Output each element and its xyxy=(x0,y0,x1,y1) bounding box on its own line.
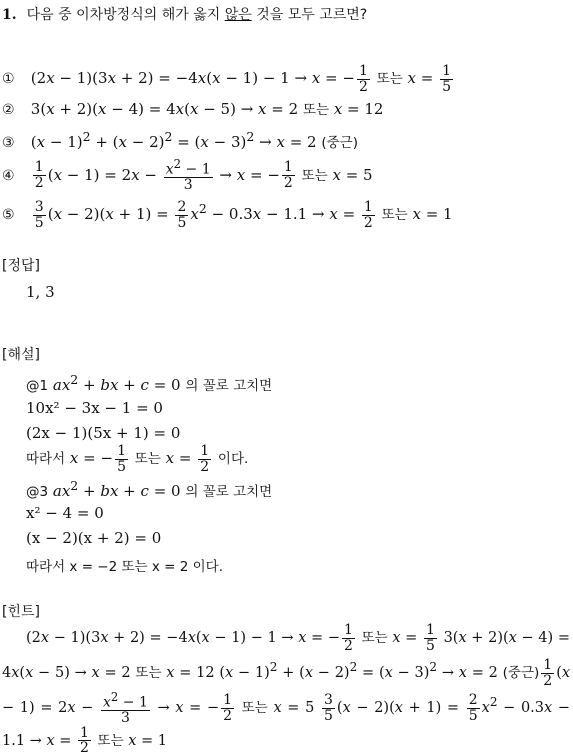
answer-value: 1, 3 xyxy=(26,283,55,301)
choice-2 xyxy=(2,98,383,118)
solution-general-form-3: $ax^2$ + bx + c = 0 xyxy=(52,478,181,500)
choice-4-math: $\frac{1}{2}$ (x − 1) = 2x − $\frac{x^2 - 1}{3}$ → x = − $\frac{1}{2}$ 또는 x = 5 xyxy=(34,157,373,194)
solution-form-text-1: 의 꼴로 고치면 xyxy=(185,378,273,394)
solution-line-5 xyxy=(26,478,272,500)
question-title xyxy=(2,4,367,24)
solution-line-2: 10x² − 3x − 1 = 0 xyxy=(26,399,163,417)
choice-mark-4: ④ xyxy=(2,167,15,184)
choice-mark-1: ① xyxy=(2,71,15,88)
solution-line-4 xyxy=(26,444,248,474)
solution-tag-3: @3 xyxy=(26,484,49,500)
choice-1 xyxy=(2,64,455,94)
solution-tag-1: @1 xyxy=(26,378,49,394)
question-text-after: 것을 모두 고르면? xyxy=(251,7,368,23)
solution-or-1: 또는 xyxy=(134,451,161,468)
solution-line-8: 따라서 x = −2 또는 x = 2 이다. xyxy=(26,559,223,575)
solution-label: [해설] xyxy=(2,347,40,363)
solution-general-form-1: $ax^2$ + bx + c = 0 xyxy=(52,372,181,394)
hint-label: [힌트] xyxy=(2,604,40,620)
question-text-before: 다음 중 이차방정식의 해가 옳지 xyxy=(26,7,225,23)
choice-mark-3: ③ xyxy=(2,135,15,151)
choice-5-math: $\frac{3}{5}$ (x − 2)(x + 1) = $\frac{2}{5}$ $x^2 - 0.3x - 1.1 \to x$ = $\frac{1}{2}$ 또는 x = 1 xyxy=(34,199,453,231)
choice-5 xyxy=(2,200,453,230)
question-text-underlined: 않은 xyxy=(224,7,252,23)
solution-form-text-3: 의 꼴로 고치면 xyxy=(185,484,273,500)
solution-line-6: x² − 4 = 0 xyxy=(26,504,104,522)
hint-body: (2x − 1)(3x + 2) = −4x(x − 1) − 1 → x = − $\frac{1}{2}$ 또는 x = $\frac{1}{5}$ 3(x + 2)(x − 4) = 4x(x − 5) → x = 2 또는 x = 12 $(x - 1)^2 + (x - 2)^2 = (x - 3)^2 \to x = 2$ (중근) $\frac{1}{2}$ (x − 1) = 2x − $\frac{x^2 - 1}{3}$ → x = − $\frac{1}{2}$ 또는 x = 5 $\frac{3}{5}$ (x − 2)(x + 1) = $\frac{2}{5}$ $x^2 - 0.3x - 1.1 \to x$ = $\frac{1}{2}$ 또는 x = 1 xyxy=(2,622,571,756)
question-number: 1. xyxy=(2,7,17,23)
choice-1-math: (2x − 1)(3x + 2) = −4x(x − 1) − 1 → x = − $\frac{1}{2}$ 또는 x = $\frac{1}{5}$ xyxy=(30,63,452,95)
choice-4 xyxy=(2,158,373,193)
solution-is-1: 이다. xyxy=(217,451,249,468)
choice-3-math: $(x - 1)^2 + (x - 2)^2 = (x - 3)^2 \to x = 2$ (중근) xyxy=(30,129,358,151)
choice-3 xyxy=(2,129,358,151)
choice-mark-5: ⑤ xyxy=(2,207,15,224)
solution-line-1 xyxy=(26,372,272,394)
choice-2-math: 3(x + 2)(x − 4) = 4x(x − 5) → x = 2 또는 x = 12 xyxy=(30,100,384,118)
solution-root-1: x = − $\frac{1}{5}$ xyxy=(69,443,126,475)
solution-therefore-1: 따라서 xyxy=(26,451,66,468)
solution-root-2: x = $\frac{1}{2}$ xyxy=(165,443,210,475)
solution-line-3: (2x − 1)(5x + 1) = 0 xyxy=(26,424,181,442)
solution-line-7: (x − 2)(x + 2) = 0 xyxy=(26,529,162,547)
answer-label: [정답] xyxy=(2,258,40,274)
choice-mark-2: ② xyxy=(2,102,15,118)
